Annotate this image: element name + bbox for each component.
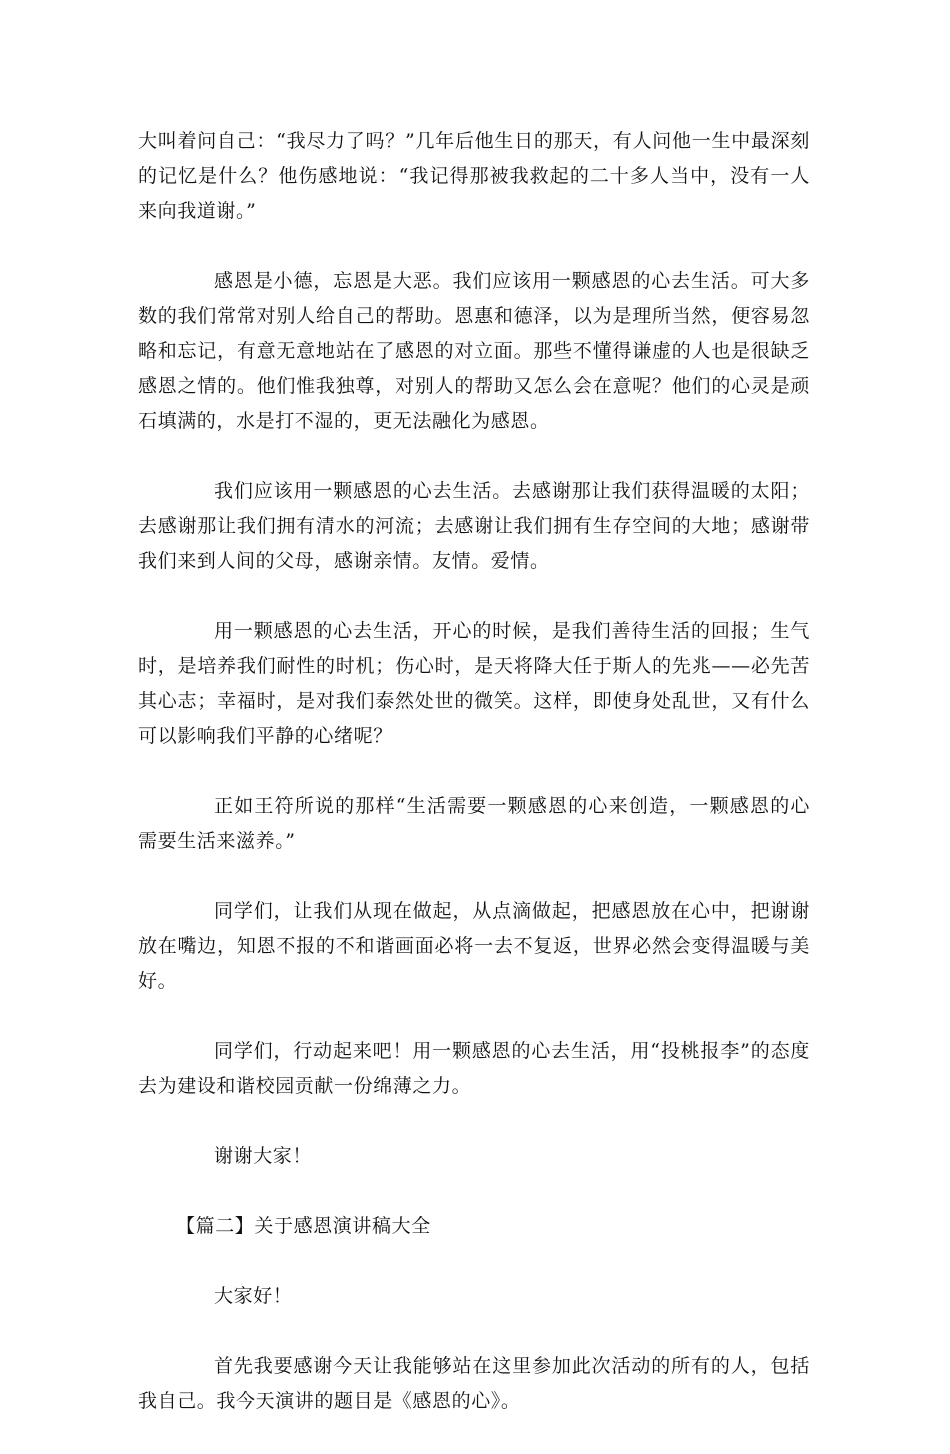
paragraph-3: 我们应该用一颗感恩的心去生活。去感谢那让我们获得温暖的太阳；去感谢那让我们拥有清水的河流；去感谢让我们拥有生存空间的大地；感谢带我们来到人间的父母，感谢亲情。友情。爱情。 [138,480,810,572]
paragraph-4: 用一颗感恩的心去生活，开心的时候，是我们善待生活的回报；生气时，是培养我们耐性的时机；伤心时，是天将降大任于斯人的先兆——必先苦其心志；幸福时，是对我们泰然处世的微笑。这样，即使身处乱世，又有什么可以影响我们平静的心绪呢？ [138,620,810,747]
document-body [138,124,810,1454]
paragraph-1: 大叫着问自己：“我尽力了吗？”几年后他生日的那天，有人问他一生中最深刻的记忆是什么？他伤感地说：“我记得那被我救起的二十多人当中，没有一人来向我道谢。” [138,130,810,222]
paragraph-2: 感恩是小德，忘恩是大恶。我们应该用一颗感恩的心去生活。可大多数的我们常常对别人给自己的帮助。恩惠和德泽，以为是理所当然，便容易忽略和忘记，有意无意地站在了感恩的对立面。那些不懂得谦虚的人也是很缺乏感恩之情的。他们惟我独尊，对别人的帮助又怎么会在意呢？他们的心灵是顽石填满的，水是打不湿的，更无法融化为感恩。 [138,270,810,432]
closing-thanks: 谢谢大家！ [214,1145,313,1167]
paragraph-7: 同学们，行动起来吧！用一颗感恩的心去生活，用“投桃报李”的态度去为建设和谐校园贡献一份绵薄之力。 [138,1040,810,1097]
greeting: 大家好！ [214,1285,293,1307]
paragraph-8: 首先我要感谢今天让我能够站在这里参加此次活动的所有的人，包括我自己。我今天演讲的题目是《感恩的心》。 [138,1355,810,1412]
section-heading: 【篇二】关于感恩演讲稿大全 [176,1215,431,1237]
paragraph-6: 同学们，让我们从现在做起，从点滴做起，把感恩放在心中，把谢谢放在嘴边，知恩不报的不和谐画面必将一去不复返，世界必然会变得温暖与美好。 [138,900,810,992]
paragraph-5: 正如王符所说的那样“生活需要一颗感恩的心来创造，一颗感恩的心需要生活来滋养。” [138,795,810,852]
